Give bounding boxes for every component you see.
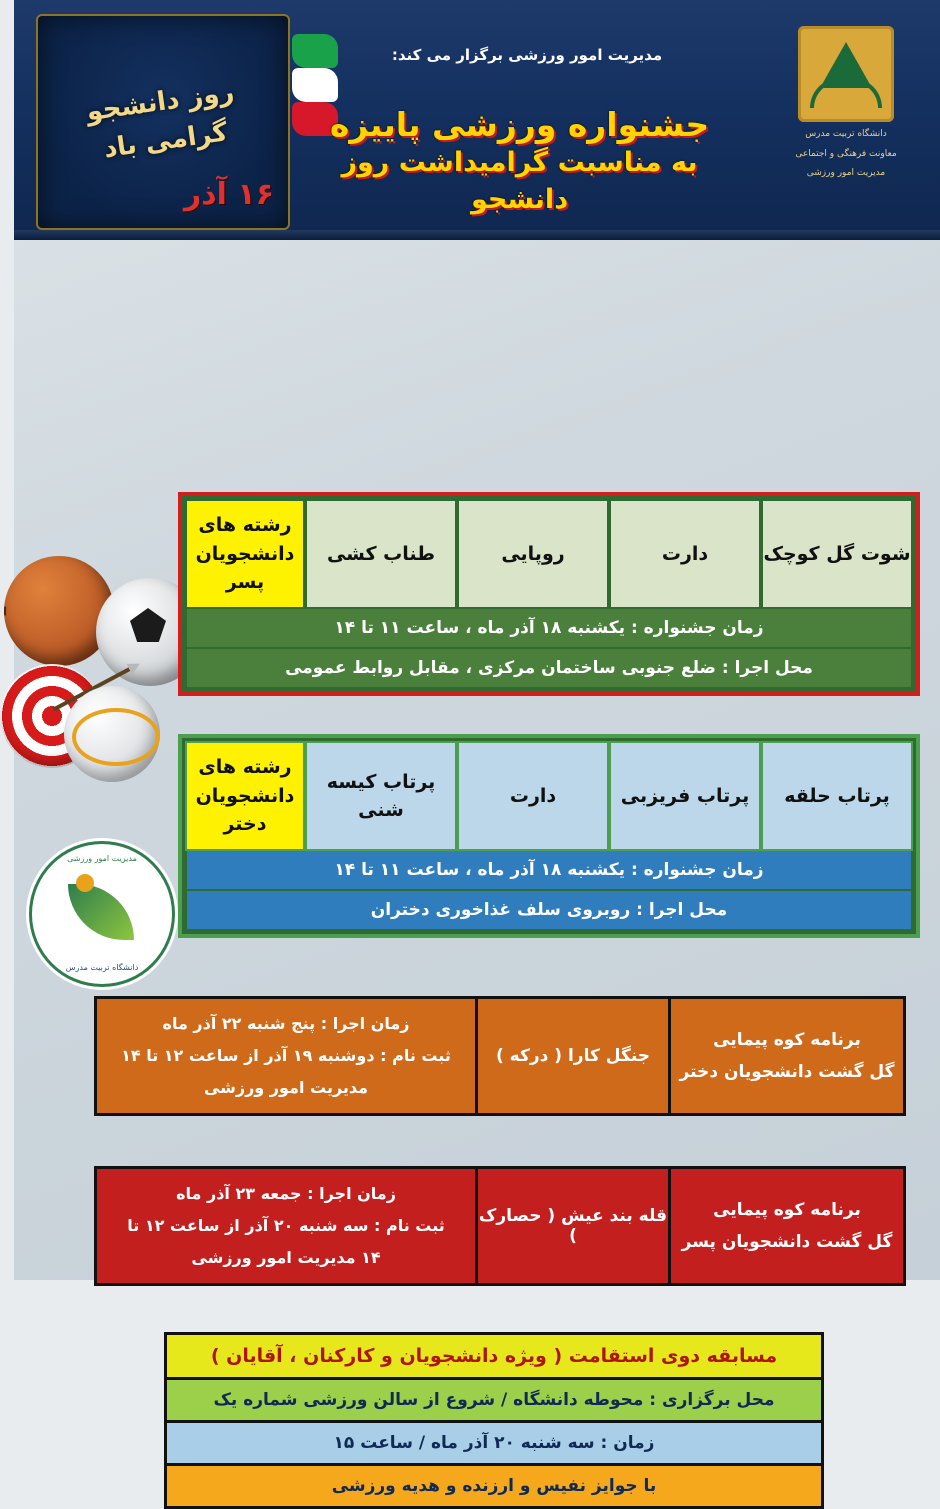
university-emblem-icon bbox=[798, 26, 894, 122]
boys-table-header-cell: رشته های دانشجویان پسر bbox=[185, 499, 305, 609]
program-girls-time-line-3: مدیریت امور ورزشی bbox=[203, 1078, 369, 1097]
program-boys-title-line-1: برنامه کوه پیمایی bbox=[713, 1199, 861, 1220]
title-line-1: جشنواره ورزشی پاییزه bbox=[329, 105, 710, 144]
poster-header bbox=[14, 0, 940, 240]
sports-logo-caption-bottom: دانشگاه تربیت مدرس bbox=[65, 963, 139, 972]
endurance-run-block bbox=[164, 1332, 824, 1509]
program-boys-time-line-2: ثبت نام : سه شنبه ۲۰ آذر از ساعت ۱۲ تا bbox=[127, 1216, 445, 1235]
boys-events-block bbox=[178, 492, 920, 696]
boys-sport-cell-1: شوت گل کوچک bbox=[761, 499, 913, 609]
boys-sport-cell-3: روپایی bbox=[457, 499, 609, 609]
boys-sport-cell-4: طناب کشی bbox=[305, 499, 457, 609]
university-line-1: دانشگاه تربیت مدرس bbox=[805, 129, 887, 139]
athlete-head-icon bbox=[76, 874, 94, 892]
girls-time-row: زمان جشنواره : یکشنبه ۱۸ آذر ماه ، ساعت ۱۱ تا ۱۴ bbox=[185, 851, 913, 891]
dartboard-icon bbox=[0, 664, 104, 768]
calligraphy-panel bbox=[36, 14, 290, 230]
endurance-run-title: مسابقه دوی استقامت ( ویژه دانشجویان و کارکنان ، آقایان ) bbox=[167, 1335, 821, 1380]
girls-sport-cell-2: پرتاب فریزبی bbox=[609, 741, 761, 851]
volleyball-icon bbox=[64, 686, 160, 782]
endurance-run-time: زمان : سه شنبه ۲۰ آذر ماه / ساعت ۱۵ bbox=[167, 1423, 821, 1466]
program-boys-title-line-2: گل گشت دانشجویان پسر bbox=[681, 1232, 893, 1252]
sports-balls-illustration bbox=[4, 536, 204, 836]
girls-sport-cell-3: دارت bbox=[457, 741, 609, 851]
program-boys-time-line-3: ۱۴ مدیریت امور ورزشی bbox=[191, 1248, 381, 1267]
program-girls-place: جنگل کارا ( درکه ) bbox=[475, 999, 671, 1113]
poster-body bbox=[14, 240, 940, 1496]
boys-place-row: محل اجرا : ضلع جنوبی ساختمان مرکزی ، مقابل روابط عمومی bbox=[185, 649, 913, 689]
endurance-run-place: محل برگزاری : محوطه دانشگاه / شروع از سالن ورزشی شماره یک bbox=[167, 1380, 821, 1423]
program-girls-title-line-1: برنامه کوه پیمایی bbox=[713, 1029, 861, 1050]
athlete-figure-icon bbox=[68, 884, 134, 940]
sports-administration-logo-icon bbox=[32, 844, 172, 984]
program-girls-title bbox=[671, 999, 903, 1113]
calligraphy-text: روز دانشجو گرامی باد bbox=[84, 76, 236, 165]
poster-title bbox=[314, 104, 725, 218]
program-boys-time-line-1: زمان اجرا : جمعه ۲۳ آذر ماه bbox=[176, 1184, 396, 1203]
university-logo-icon bbox=[776, 26, 916, 206]
boys-time-row: زمان جشنواره : یکشنبه ۱۸ آذر ماه ، ساعت ۱۱ تا ۱۴ bbox=[185, 609, 913, 649]
endurance-run-prize: با جوایز نفیس و ارزنده و هدیه ورزشی bbox=[167, 1466, 821, 1506]
program-girls-time-line-1: زمان اجرا : پنج شنبه ۲۲ آذر ماه bbox=[162, 1014, 410, 1033]
program-girls-time bbox=[97, 999, 475, 1113]
program-girls-title-line-2: گل گشت دانشجویان دختر bbox=[679, 1062, 895, 1082]
poster-root bbox=[14, 0, 940, 1496]
title-line-2: به مناسبت گرامیداشت روز دانشجو bbox=[341, 147, 698, 215]
program-block-girls-hiking bbox=[94, 996, 906, 1116]
university-line-2: معاونت فرهنگی و اجتماعی bbox=[795, 148, 897, 159]
basketball-icon bbox=[4, 556, 114, 666]
organizer-line: مدیریت امور ورزشی برگزار می کند: bbox=[391, 46, 663, 64]
program-girls-time-line-2: ثبت نام : دوشنبه ۱۹ آذر از ساعت ۱۲ تا ۱۴ bbox=[121, 1046, 451, 1065]
program-boys-title bbox=[671, 1169, 903, 1283]
boys-events-row bbox=[185, 499, 913, 609]
dart-arrow-icon bbox=[52, 665, 135, 712]
program-boys-place: قله بند عیش ( حصارک ) bbox=[475, 1169, 671, 1283]
program-boys-time bbox=[97, 1169, 475, 1283]
girls-place-row: محل اجرا : روبروی سلف غذاخوری دختران bbox=[185, 891, 913, 931]
girls-table-header-cell: رشته های دانشجویان دختر bbox=[185, 741, 305, 851]
boys-sport-cell-2: دارت bbox=[609, 499, 761, 609]
calligraphy-date: ۱۶ آذر bbox=[183, 177, 274, 212]
girls-events-row bbox=[185, 741, 913, 851]
university-line-3: مدیریت امور ورزشی bbox=[806, 168, 886, 178]
program-block-boys-hiking bbox=[94, 1166, 906, 1286]
girls-events-block bbox=[178, 734, 920, 938]
girls-sport-cell-4: پرتاب کیسه شنی bbox=[305, 741, 457, 851]
sports-logo-caption-top: مدیریت امور ورزشی bbox=[67, 854, 137, 863]
girls-sport-cell-1: پرتاب حلقه bbox=[761, 741, 913, 851]
